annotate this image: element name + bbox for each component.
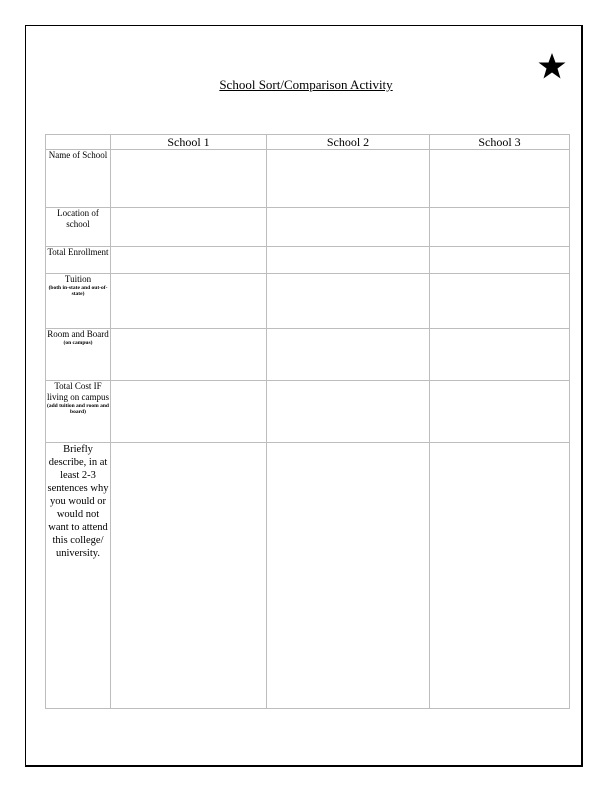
school-2-room-board-cell[interactable]: [267, 329, 430, 381]
school-1-tuition-cell[interactable]: [111, 274, 267, 329]
school-2-describe-cell[interactable]: [267, 443, 430, 709]
school-3-room-board-cell[interactable]: [430, 329, 570, 381]
star-icon: [537, 52, 567, 80]
table-row: [46, 150, 570, 208]
school-3-total-cost-cell[interactable]: [430, 381, 570, 443]
page-title: School Sort/Comparison Activity: [219, 77, 393, 92]
row-sublabel-tuition: (both in-state and out-of-state): [48, 285, 108, 297]
school-1-describe-cell[interactable]: [111, 443, 267, 709]
school-1-enrollment-cell[interactable]: [111, 247, 267, 274]
comparison-table: [45, 134, 570, 709]
school-1-name-cell[interactable]: [111, 150, 267, 208]
school-3-tuition-cell[interactable]: [430, 274, 570, 329]
table-row: [46, 274, 570, 329]
table-row: [46, 329, 570, 381]
row-label-tuition: Tuition (both in-state and out-of-state): [46, 274, 111, 329]
row-label-enrollment: Total Enrollment: [46, 247, 111, 274]
school-1-room-board-cell[interactable]: [111, 329, 267, 381]
row-label-describe: Briefly describe, in at least 2-3 sentences why you would or would not want to attend this college/ university.: [46, 443, 111, 709]
row-label-location: Location of school: [46, 208, 111, 247]
school-1-header: School 1: [111, 135, 267, 150]
school-1-location-cell[interactable]: [111, 208, 267, 247]
school-3-location-cell[interactable]: [430, 208, 570, 247]
school-2-location-cell[interactable]: [267, 208, 430, 247]
school-3-enrollment-cell[interactable]: [430, 247, 570, 274]
school-3-describe-cell[interactable]: [430, 443, 570, 709]
school-1-total-cost-cell[interactable]: [111, 381, 267, 443]
table-row: [46, 208, 570, 247]
row-label-name-of-school: Name of School: [46, 150, 111, 208]
row-label-total-cost: Total Cost IF living on campus (add tuition and room and board): [46, 381, 111, 443]
row-label-room-board: Room and Board (on campus): [46, 329, 111, 381]
table-row: [46, 381, 570, 443]
table-row: [46, 247, 570, 274]
corner-header: [46, 135, 111, 150]
school-2-tuition-cell[interactable]: [267, 274, 430, 329]
header-row: [46, 135, 570, 150]
school-2-enrollment-cell[interactable]: [267, 247, 430, 274]
school-2-header: School 2: [267, 135, 430, 150]
school-3-name-cell[interactable]: [430, 150, 570, 208]
school-2-total-cost-cell[interactable]: [267, 381, 430, 443]
school-3-header: School 3: [430, 135, 570, 150]
school-2-name-cell[interactable]: [267, 150, 430, 208]
row-sublabel-room-board: (on campus): [63, 340, 93, 346]
row-sublabel-total-cost: (add tuition and room and board): [47, 403, 109, 415]
table-row: [46, 443, 570, 709]
